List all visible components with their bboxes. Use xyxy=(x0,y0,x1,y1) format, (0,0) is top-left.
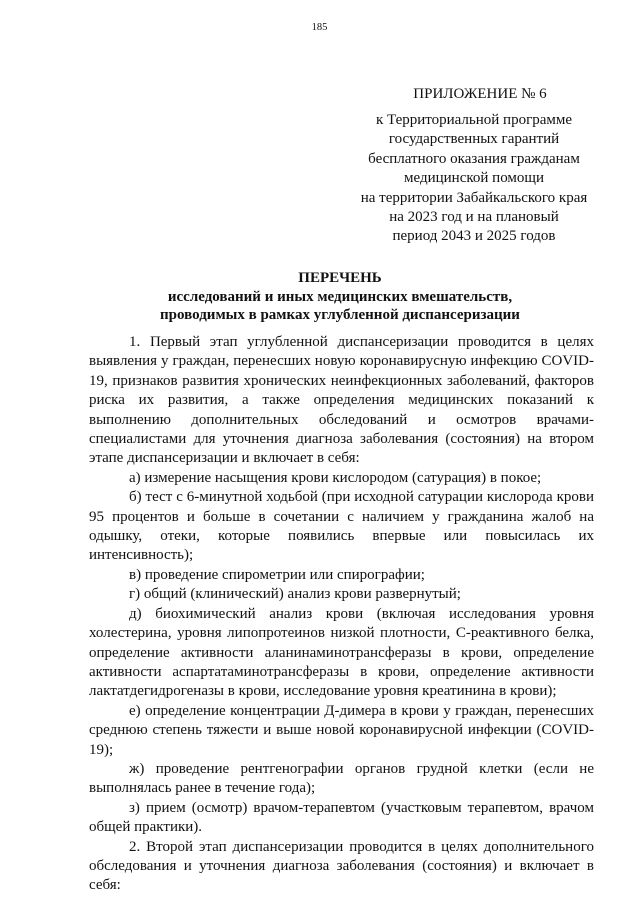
page-number: 185 xyxy=(311,22,328,33)
list-item-a: а) измерение насыщения крови кислородом (сатурация) в покое; xyxy=(129,469,542,486)
document-title-line: проводимых в рамках углубленной диспансеризации xyxy=(160,307,520,323)
document-title-line: исследований и иных медицинских вмешательств, xyxy=(167,288,513,305)
document-title-line: ПЕРЕЧЕНЬ xyxy=(298,270,382,286)
list-item-v: в) проведение спирометрии или спирографии; xyxy=(129,566,425,583)
paragraph-stage-2: 2. Второй этап диспансеризации проводится в целях дополнительного обследования и уточнения диагноза заболевания (состояния) и включает в себя: xyxy=(89,838,594,894)
appendix-line: государственных гарантий xyxy=(388,131,560,148)
list-item-b: б) тест с 6-минутной ходьбой (при исходной сатурации кислорода крови 95 процентов и больше в сочетании с наличием у гражданина жалоб на одышку, отеки, которые появились впервые или повысилась их интенсивность); xyxy=(89,489,594,564)
list-item-g: г) общий (клинический) анализ крови развернутый; xyxy=(129,586,461,603)
appendix-line: бесплатного оказания гражданам xyxy=(368,150,580,167)
appendix-line: на территории Забайкальского края xyxy=(360,189,588,206)
list-item-zh: ж) проведение рентгенографии органов грудной клетки (если не выполнялась ранее в течение года); xyxy=(89,760,594,797)
list-item-d: д) биохимический анализ крови (включая исследования уровня холестерина, уровня липопротеинов низкой плотности, С-реактивного белка, определение активности аланинаминотрансферазы в крови, определение активности аспартатаминотрансферазы в крови, определение активности лактатдегидрогеназы в крови, исследование уровня креатинина в крови); xyxy=(89,605,594,700)
appendix-title: ПРИЛОЖЕНИЕ № 6 xyxy=(413,86,547,102)
paragraph-stage-1: 1. Первый этап углубленной диспансеризации проводится в целях выявления у граждан, перенесших новую коронавирусную инфекцию COVID-19, признаков развития хронических неинфекционных заболеваний, факторов риска их развития, а также определения медицинских показаний к выполнению дополнительных обследований и осмотров врачами-специалистами для уточнения диагноза заболевания (состояния) на втором этапе диспансеризации и включает в себя: xyxy=(89,334,594,467)
appendix-line: к Территориальной программе xyxy=(375,112,573,128)
appendix-subtitle xyxy=(348,111,600,247)
appendix-line: на 2023 год и на плановый xyxy=(389,209,559,226)
document-title xyxy=(40,269,639,325)
document-body xyxy=(89,333,594,896)
appendix-line: медицинской помощи xyxy=(404,170,544,187)
list-item-z: з) прием (осмотр) врачом-терапевтом (участковым терапевтом, врачом общей практики). xyxy=(89,799,594,836)
list-item-e: е) определение концентрации Д-димера в крови у граждан, перенесших среднюю степень тяжести и выше новой коронавирусной инфекции (COVID-19); xyxy=(89,702,594,758)
appendix-line: период 2043 и 2025 годов xyxy=(392,228,556,245)
